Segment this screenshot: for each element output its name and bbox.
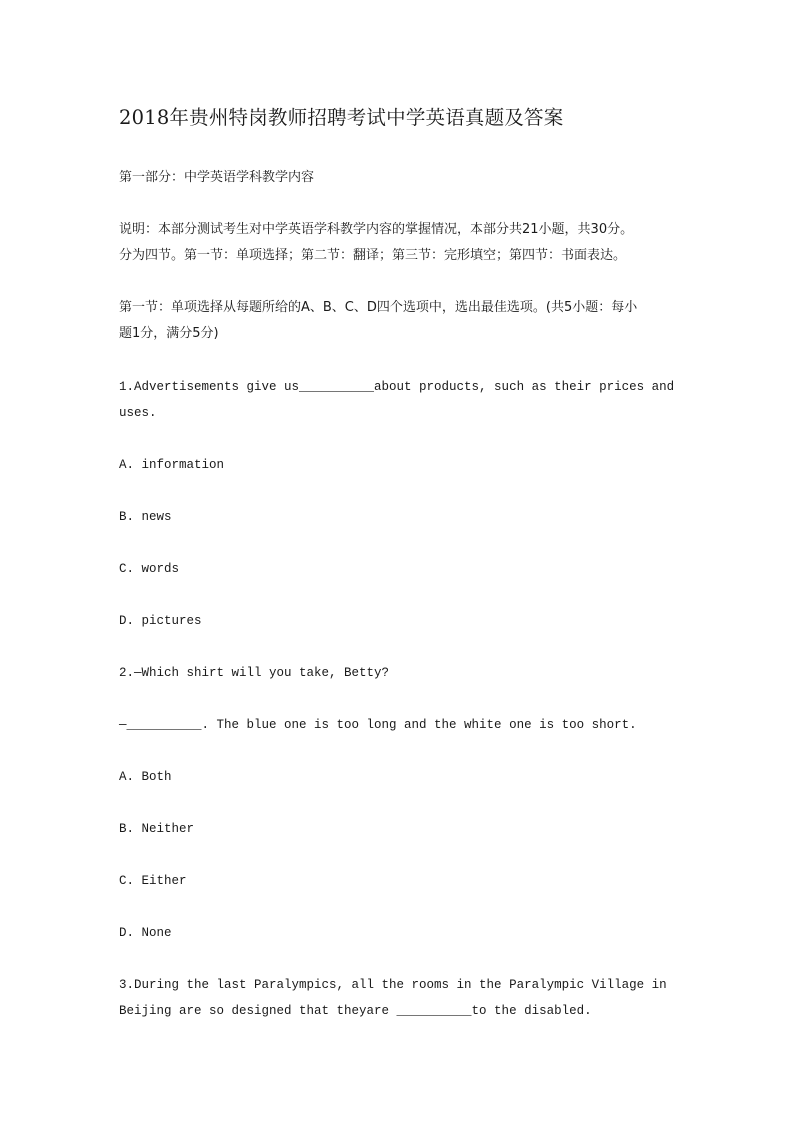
instructions-line-1: 说明：本部分测试考生对中学英语学科教学内容的掌握情况，本部分共21小题，共30分。	[119, 222, 634, 237]
part-heading: 第一部分：中学英语学科教学内容	[119, 170, 315, 185]
question-2-option-a: A. Both	[119, 770, 172, 784]
question-2-option-d: D. None	[119, 926, 172, 940]
question-1-option-a: A. information	[119, 458, 225, 472]
question-3-stem-line-1: 3.During the last Paralympics, all the rooms in the Paralympic Village in	[119, 978, 667, 992]
page-title: 2018年贵州特岗教师招聘考试中学英语真题及答案	[119, 106, 564, 129]
question-1-option-d: D. pictures	[119, 614, 202, 628]
question-2-stem-line-1: 2.—Which shirt will you take, Betty?	[119, 666, 390, 680]
question-2-option-b: B. Neither	[119, 822, 195, 836]
question-1-stem-line-1: 1.Advertisements give us__________about products, such as their prices and	[119, 380, 675, 394]
question-1-stem-line-2: uses.	[119, 406, 157, 420]
question-3-stem-line-2: Beijing are so designed that theyare __________to the disabled.	[119, 1004, 592, 1018]
question-1-option-c: C. words	[119, 562, 180, 576]
section-1-heading-line-2: 题1分，满分5分)	[119, 326, 219, 341]
question-2-stem-line-2: —__________. The blue one is too long and the white one is too short.	[119, 718, 637, 732]
instructions-line-2: 分为四节。第一节：单项选择；第二节：翻译；第三节：完形填空；第四节：书面表达。	[119, 248, 627, 263]
section-1-heading-line-1: 第一节：单项选择从每题所给的A、B、C、D四个选项中，选出最佳选项。(共5小题：每小	[119, 300, 638, 315]
question-2-option-c: C. Either	[119, 874, 187, 888]
question-1-option-b: B. news	[119, 510, 172, 524]
